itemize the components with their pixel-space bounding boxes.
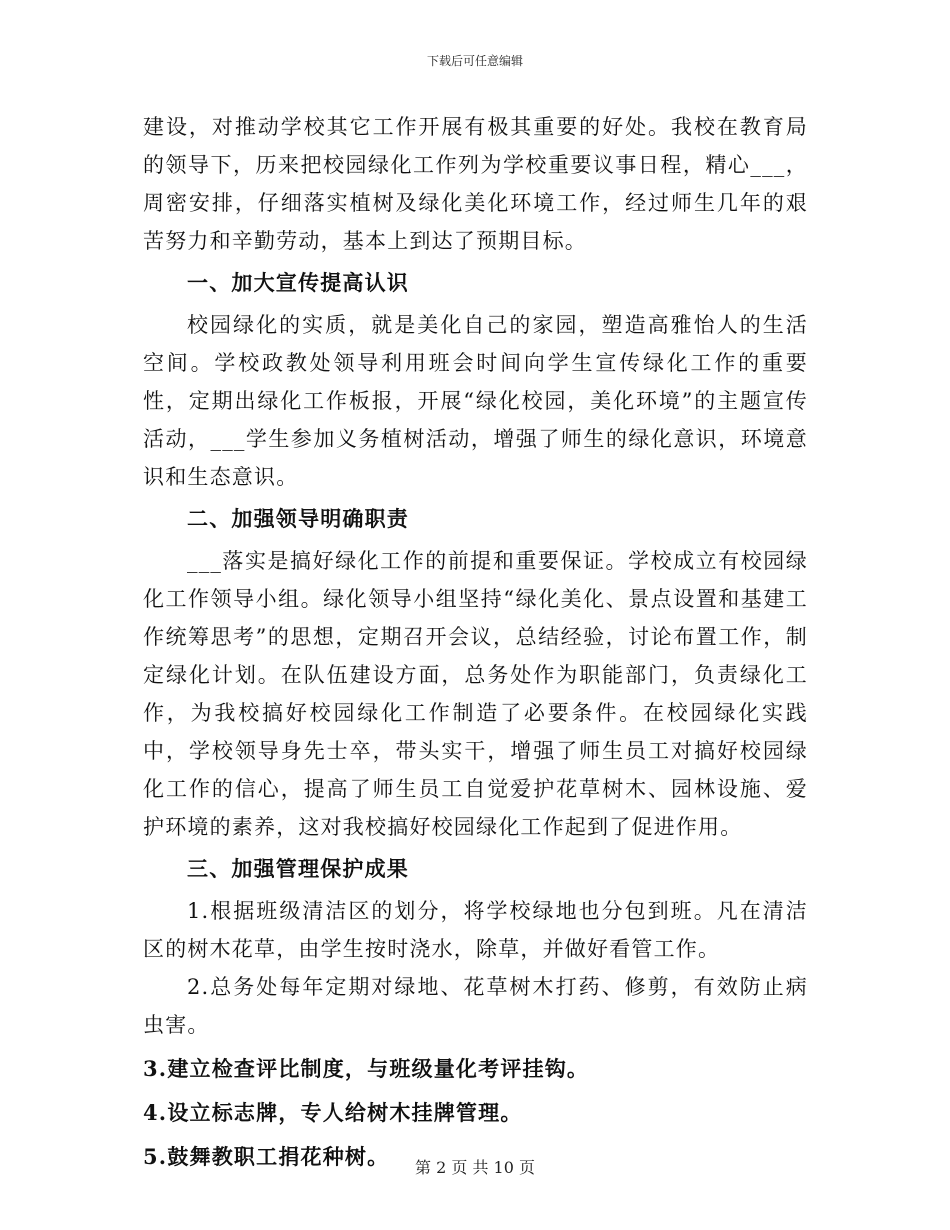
page-footer: 第 2 页 共 10 页 bbox=[415, 1158, 535, 1177]
list-item-4: 4.设立标志牌，专人给树木挂牌管理。 bbox=[143, 1100, 523, 1125]
intro-paragraph: 建设，对推动学校其它工作开展有极其重要的好处。我校在教育局的领导下，历来把校园绿化工作列为学校重要议事日程，精心___，周密安排，仔细落实植树及绿化美化环境工作，经过师生几年的艰苦努力和辛勤劳动，基本上到达了预期目标。 bbox=[143, 115, 808, 253]
list-item-1: 1.根据班级清洁区的划分，将学校绿地也分包到班。凡在清洁区的树木花草，由学生按时浇水，除草，并做好看管工作。 bbox=[143, 899, 808, 961]
document-body bbox=[143, 108, 808, 1176]
section-heading-3: 三、加强管理保护成果 bbox=[187, 856, 409, 881]
list-item-5: 5.鼓舞教职工捐花种树。 bbox=[143, 1144, 390, 1169]
section-2-paragraph: ___落实是搞好绿化工作的前提和重要保证。学校成立有校园绿化工作领导小组。绿化领导小组坚持“绿化美化、景点设置和基建工作统筹思考”的思想，定期召开会议，总结经验，讨论布置工作，制定绿化计划。在队伍建设方面，总务处作为职能部门，负责绿化工作，为我校搞好校园绿化工作制造了必要条件。在校园绿化实践中，学校领导身先士卒，带头实干，增强了师生员工对搞好校园绿化工作的信心，提高了师生员工自觉爱护花草树木、园林设施、爱护环境的素养，这对我校搞好校园绿化工作起到了促进作用。 bbox=[143, 549, 808, 839]
list-item-2: 2.总务处每年定期对绿地、花草树木打药、修剪，有效防止病虫害。 bbox=[143, 975, 808, 1037]
section-1-paragraph: 校园绿化的实质，就是美化自己的家园，塑造高雅怡人的生活空间。学校政教处领导利用班会时间向学生宣传绿化工作的重要性，定期出绿化工作板报，开展“绿化校园，美化环境”的主题宣传活动，___学生参加义务植树活动，增强了师生的绿化意识，环境意识和生态意识。 bbox=[143, 313, 808, 489]
section-heading-1: 一、加大宣传提高认识 bbox=[187, 270, 409, 295]
page-header: 下载后可任意编辑 bbox=[426, 54, 523, 68]
section-heading-2: 二、加强领导明确职责 bbox=[187, 506, 409, 531]
list-item-3: 3.建立检查评比制度，与班级量化考评挂钩。 bbox=[143, 1056, 590, 1081]
